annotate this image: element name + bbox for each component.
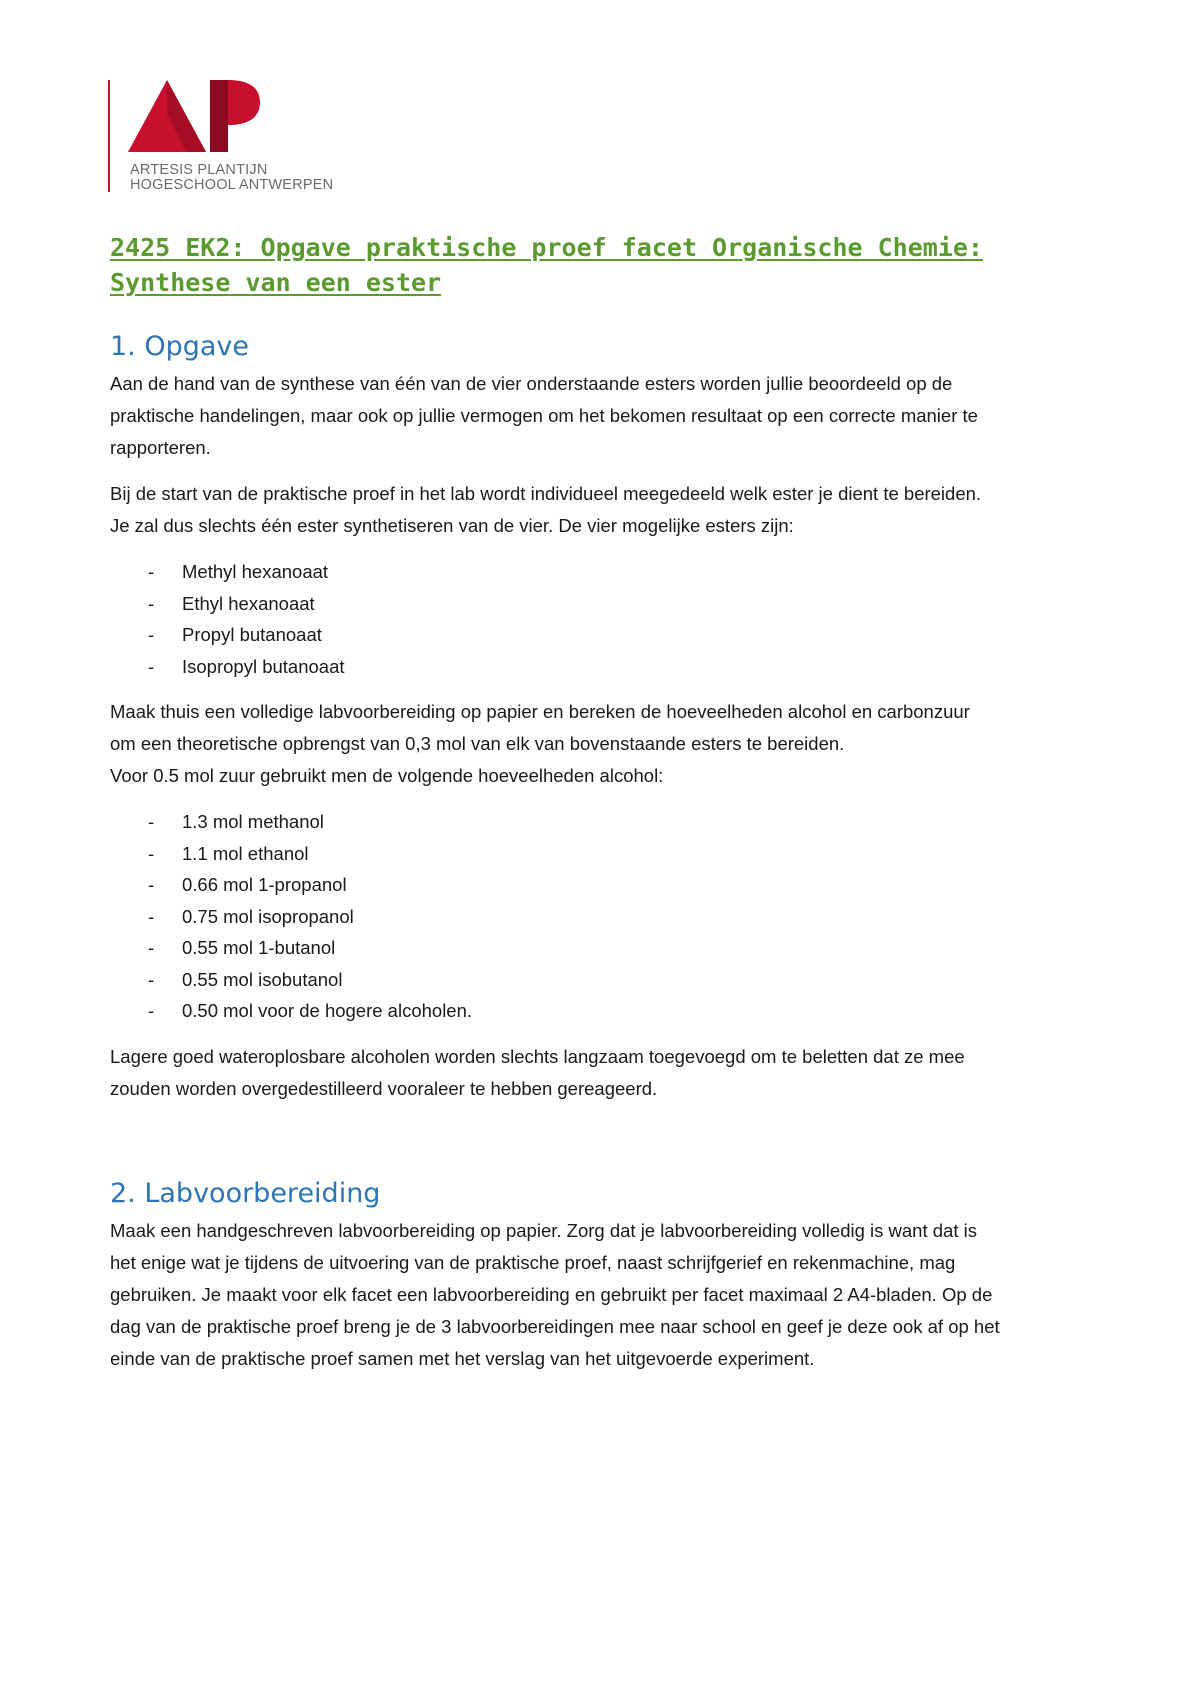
text-line: Maak een handgeschreven labvoorbereiding op papier. Zorg dat je labvoorbereiding volledig is want dat is (110, 1219, 977, 1241)
text-line: Maak thuis een volledige labvoorbereiding op papier en bereken de hoeveelheden alcohol en carbonzuur (110, 701, 970, 722)
section-2-paragraph-1 (110, 1215, 1100, 1375)
dash-bullet: - (148, 655, 155, 677)
section-1-paragraph-3 (110, 696, 1100, 792)
list-item (110, 838, 1100, 870)
dash-bullet: - (148, 624, 155, 645)
title-line-2: Synthese van een ester (110, 268, 442, 297)
ap-logo (108, 80, 368, 200)
ap-logo-icon (128, 80, 268, 155)
list-item-text: 1.3 mol methanol (182, 811, 324, 832)
list-item (110, 995, 1100, 1027)
alcohol-list (110, 806, 1100, 1027)
ester-list (110, 556, 1100, 682)
section-1-paragraph-4 (110, 1041, 1100, 1105)
dash-bullet: - (148, 592, 155, 614)
logo-line-1: ARTESIS PLANTIJN (130, 162, 268, 178)
list-item (110, 806, 1100, 838)
text-line: zouden worden overgedestilleerd vooraleer te hebben gereageerd. (110, 1077, 658, 1099)
list-item (110, 901, 1100, 933)
text-line: Je zal dus slechts één ester synthetiseren van de vier. De vier mogelijke esters zijn: (110, 515, 794, 536)
list-item (110, 964, 1100, 996)
text-line: Voor 0.5 mol zuur gebruikt men de volgende hoeveelheden alcohol: (110, 765, 664, 786)
list-item-text: Propyl butanoaat (182, 624, 322, 645)
list-item-text: 0.66 mol 1-propanol (182, 874, 347, 895)
list-item-text: 1.1 mol ethanol (182, 842, 309, 864)
text-line: gebruiken. Je maakt voor elk facet een labvoorbereiding en gebruikt per facet maximaal 2 A4-bladen. Op de (110, 1283, 993, 1305)
dash-bullet: - (148, 561, 155, 582)
logo-wordmark (130, 163, 333, 193)
dash-bullet: - (148, 811, 155, 832)
list-item-text: Ethyl hexanoaat (182, 592, 315, 614)
list-item (110, 869, 1100, 901)
text-line: het enige wat je tijdens de uitvoering van de praktische proef, naast schrijfgerief en rekenmachine, mag (110, 1251, 956, 1273)
list-item (110, 932, 1100, 964)
dash-bullet: - (148, 1000, 155, 1021)
text-line: Bij de start van de praktische proef in het lab wordt individueel meegedeeld welk ester je dient te bereiden. (110, 483, 982, 504)
text-line: Lagere goed wateroplosbare alcoholen worden slechts langzaam toegevoegd om te beletten dat ze mee (110, 1045, 965, 1067)
list-item-text: 0.75 mol isopropanol (182, 905, 354, 927)
title-line-1: 2425 EK2: Opgave praktische proef facet Organische Chemie: (110, 233, 983, 262)
logo-divider (108, 80, 110, 192)
document-body (110, 230, 1100, 1389)
text-line: dag van de praktische proef breng je de 3 labvoorbereidingen mee naar school en geef je deze ook af op het (110, 1315, 1000, 1337)
logo-line-2: HOGESCHOOL ANTWERPEN (130, 177, 334, 193)
list-item (110, 556, 1100, 588)
dash-bullet: - (148, 905, 155, 927)
list-item-text: 0.55 mol 1-butanol (182, 937, 336, 958)
list-item-text: Methyl hexanoaat (182, 561, 329, 582)
text-line: Aan de hand van de synthese van één van de vier onderstaande esters worden jullie beoordeeld op de (110, 373, 953, 394)
document-title (110, 230, 1100, 300)
list-item (110, 588, 1100, 620)
section-1-paragraph-2 (110, 478, 1100, 542)
text-line: einde van de praktische proef samen met het verslag van het uitgevoerde experiment. (110, 1347, 815, 1369)
text-line: rapporteren. (110, 437, 211, 458)
list-item-text: 0.50 mol voor de hogere alcoholen. (182, 1000, 473, 1021)
text-line: om een theoretische opbrengst van 0,3 mol van elk van bovenstaande esters te bereiden. (110, 733, 845, 754)
list-item (110, 651, 1100, 683)
section-spacer (110, 1119, 1100, 1177)
list-item-text: 0.55 mol isobutanol (182, 968, 343, 990)
list-item-text: Isopropyl butanoaat (182, 655, 345, 677)
section-1-paragraph-1 (110, 368, 1100, 464)
list-item (110, 619, 1100, 651)
dash-bullet: - (148, 842, 155, 864)
text-line: praktische handelingen, maar ook op jullie vermogen om het bekomen resultaat op een correcte manier te (110, 405, 978, 426)
section-1-heading: 1. Opgave (110, 331, 250, 362)
dash-bullet: - (148, 968, 155, 990)
dash-bullet: - (148, 937, 155, 958)
dash-bullet: - (148, 874, 155, 895)
section-2-heading: 2. Labvoorbereiding (110, 1177, 381, 1209)
